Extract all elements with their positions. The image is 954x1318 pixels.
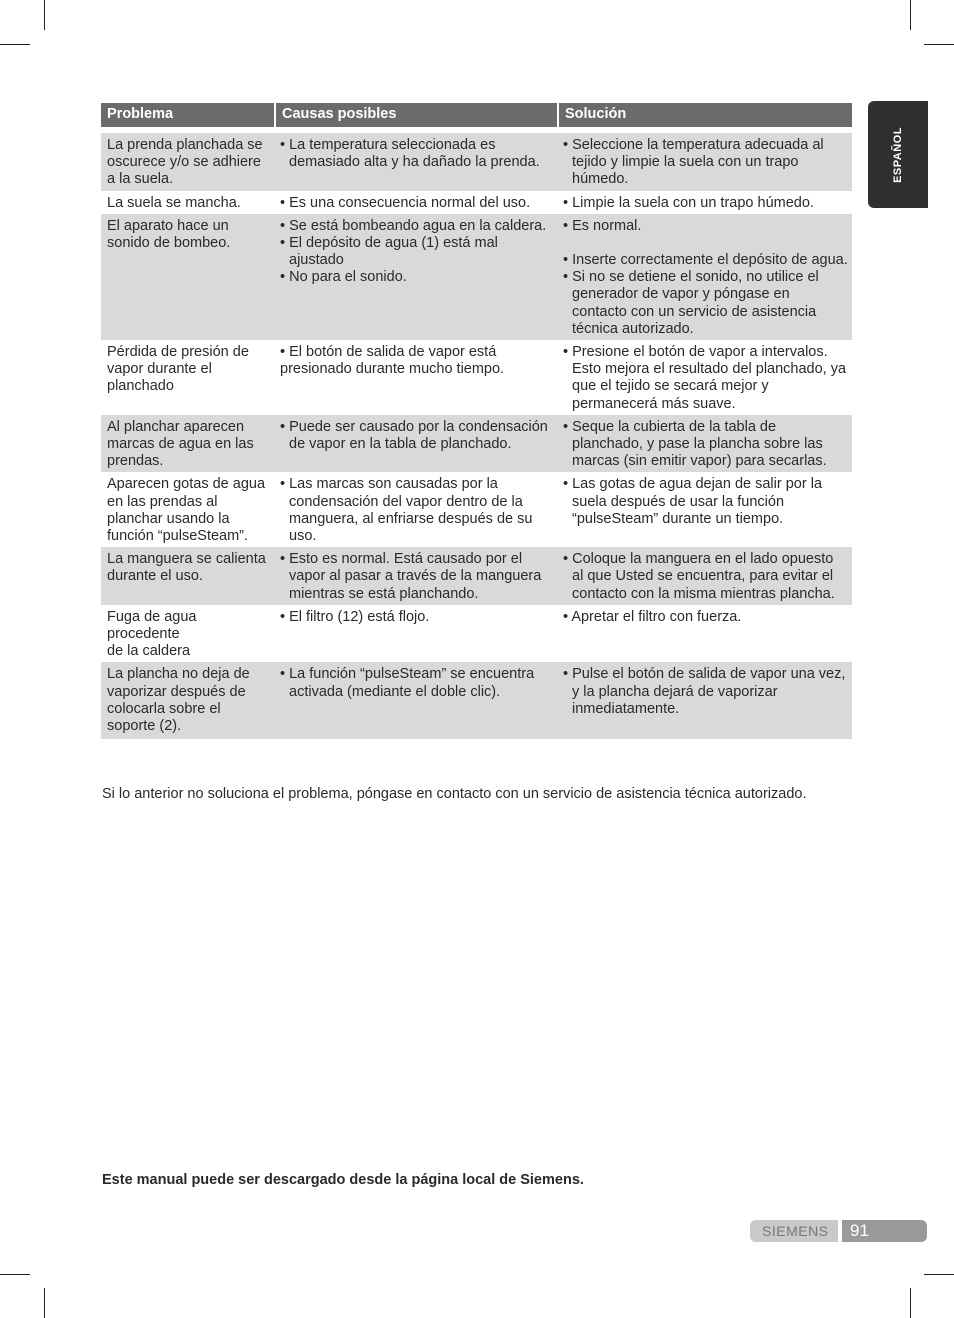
cause-item: • El filtro (12) está flojo. <box>280 608 430 625</box>
solution-item: • Seque la cubierta de la tabla de planchado, y pase la plancha sobre las marcas (sin emitir vapor) para secarlas. <box>563 418 827 470</box>
problem-cell: La plancha no deja de vaporizar después de colocarla sobre el soporte (2). <box>101 662 274 739</box>
causes-cell <box>274 191 557 214</box>
solution-cell <box>557 662 852 739</box>
cause-item: • Es una consecuencia normal del uso. <box>280 194 531 211</box>
language-tab-label: ESPAÑOL <box>892 127 904 183</box>
causes-cell <box>274 547 557 605</box>
solution-item: • Seleccione la temperatura adecuada al tejido y limpie la suela con un trapo húmedo. <box>563 137 824 188</box>
solution-cell <box>557 415 852 473</box>
table-row <box>101 415 852 473</box>
table-row <box>101 214 852 340</box>
problem-cell: Aparecen gotas de agua en las prendas al planchar usando la función “pulseSteam”. <box>101 472 274 547</box>
table-row <box>101 547 852 605</box>
troubleshooting-table <box>101 103 852 739</box>
language-tab <box>868 101 928 208</box>
page-number: 91 <box>850 1221 869 1240</box>
solution-item: • Pulse el botón de salida de vapor una vez, y la plancha dejará de vaporizar inmediatamente. <box>563 666 846 717</box>
table-header-row <box>101 103 852 127</box>
solution-cell <box>557 133 852 191</box>
brand-label: SIEMENS <box>762 1223 829 1239</box>
problem-cell: Al planchar aparecen marcas de agua en las prendas. <box>101 415 274 473</box>
crop-mark <box>0 44 30 45</box>
download-note: Este manual puede ser descargado desde la página local de Siemens. <box>102 1172 584 1188</box>
crop-mark <box>924 1274 954 1275</box>
table-row <box>101 605 852 663</box>
crop-mark <box>924 44 954 45</box>
solution-item: • Si no se detiene el sonido, no utilice el generador de vapor y póngase en contacto con un servicio de asistencia técnica autorizado. <box>563 269 819 337</box>
solution-cell <box>557 191 852 214</box>
solution-item: • Es normal. <box>563 217 642 234</box>
solution-cell <box>557 472 852 547</box>
problem-cell: La manguera se calienta durante el uso. <box>101 547 274 605</box>
cause-item: • Puede ser causado por la condensación de vapor en la tabla de planchado. <box>280 418 548 453</box>
cause-item: • Las marcas son causadas por la condensación del vapor dentro de la manguera, al enfriarse después de su uso. <box>280 476 533 545</box>
causes-cell <box>274 214 557 340</box>
solution-cell <box>557 214 852 340</box>
solution-item: • Coloque la manguera en el lado opuesto al que Usted se encuentra, para evitar el contacto con la misma mientras plancha. <box>563 551 835 602</box>
table-row <box>101 662 852 739</box>
footer-separator <box>838 1220 842 1242</box>
column-header-causes: Causas posibles <box>274 103 557 127</box>
problem-cell: Fuga de agua procedente de la caldera <box>101 605 274 663</box>
solution-item: • Presione el botón de vapor a intervalos. Esto mejora el resultado del planchado, ya que el tejido se secará mejor y permanecerá más suave. <box>563 344 847 412</box>
causes-cell <box>274 133 557 191</box>
solution-cell <box>557 340 852 415</box>
cause-item: • El depósito de agua (1) está mal ajustado <box>280 235 498 269</box>
solution-item: • Limpie la suela con un trapo húmedo. <box>563 194 814 211</box>
causes-cell <box>274 340 557 415</box>
problem-cell: Pérdida de presión de vapor durante el planchado <box>101 340 274 415</box>
column-header-problem: Problema <box>101 103 274 127</box>
crop-mark <box>0 1274 30 1275</box>
crop-mark <box>910 0 911 30</box>
solution-cell <box>557 605 852 663</box>
solution-item: • Las gotas de agua dejan de salir por la suela después de usar la función “pulseSteam” durante un tiempo. <box>563 476 823 527</box>
cause-item: • El botón de salida de vapor está presionado durante mucho tiempo. <box>280 344 505 378</box>
table-row <box>101 191 852 214</box>
solution-item: • Inserte correctamente el depósito de agua. <box>563 252 848 269</box>
column-header-solution: Solución <box>557 103 852 127</box>
table-row <box>101 340 852 415</box>
crop-mark <box>44 0 45 30</box>
solution-item: • Apretar el filtro con fuerza. <box>563 608 742 625</box>
cause-item: • Esto es normal. Está causado por el vapor al pasar a través de la manguera mientras se está planchando. <box>280 551 542 602</box>
cause-item: • No para el sonido. <box>280 269 407 286</box>
causes-cell <box>274 415 557 473</box>
cause-item: • Se está bombeando agua en la caldera. <box>280 217 547 234</box>
solution-cell <box>557 547 852 605</box>
causes-cell <box>274 662 557 739</box>
table-row <box>101 472 852 547</box>
problem-cell: La suela se mancha. <box>101 191 274 214</box>
table-row <box>101 133 852 191</box>
problem-cell: El aparato hace un sonido de bombeo. <box>101 214 274 340</box>
crop-mark <box>910 1288 911 1318</box>
crop-mark <box>44 1288 45 1318</box>
cause-item: • La función “pulseSteam” se encuentra activada (mediante el doble clic). <box>280 666 535 700</box>
causes-cell <box>274 472 557 547</box>
problem-cell: La prenda planchada se oscurece y/o se adhiere a la suela. <box>101 133 274 191</box>
support-note: Si lo anterior no soluciona el problema, póngase en contacto con un servicio de asistencia técnica autorizado. <box>102 786 807 802</box>
causes-cell <box>274 605 557 663</box>
cause-item: • La temperatura seleccionada es demasiado alta y ha dañado la prenda. <box>280 137 540 171</box>
